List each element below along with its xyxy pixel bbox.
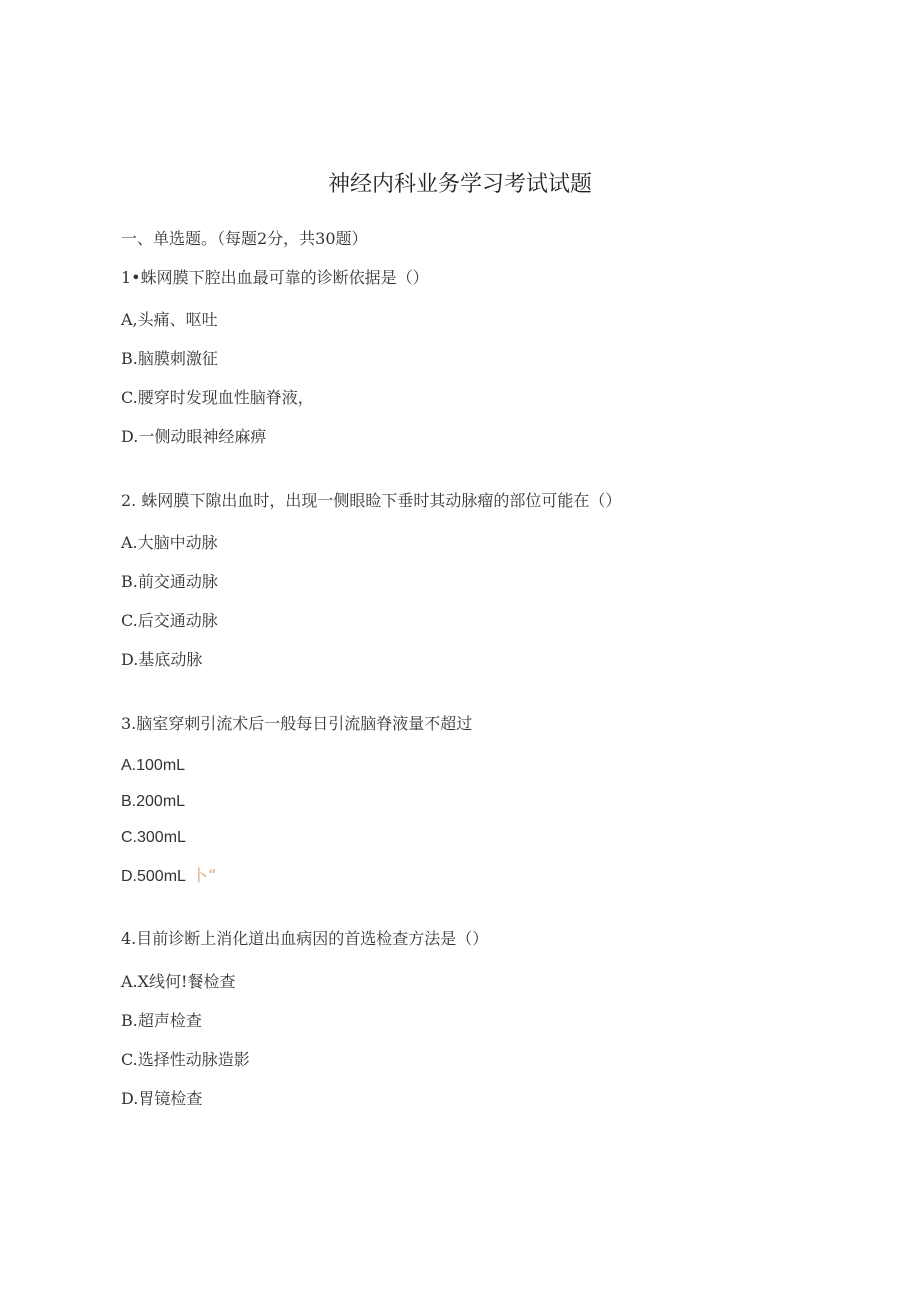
question-3-stem: 3.脑室穿刺引流术后一般每日引流脑脊液量不超过 (121, 714, 473, 733)
question-3-option-c: C.300mL (121, 829, 186, 846)
question-3-option-b: B.200mL (121, 793, 186, 810)
question-2-option-b: B.前交通动脉 (121, 572, 218, 591)
question-1-option-a: A,头痛、呕吐 (121, 310, 218, 329)
question-1-option-d: D.一侧动眼神经麻痹 (121, 427, 267, 446)
question-1-stem: 1•蛛网膜下腔出血最可靠的诊断依据是（） (121, 268, 429, 287)
question-4-option-d: D.胃镜检查 (121, 1089, 203, 1108)
question-2-option-d: D.基底动脉 (121, 650, 203, 669)
page-title: 神经内科业务学习考试试题 (327, 172, 592, 197)
question-3-option-d: D.500mL (121, 868, 186, 885)
question-1-option-c: C.腰穿时发现血性脑脊液， (121, 388, 314, 407)
question-4-option-a: A.X线何!餐检查 (121, 972, 236, 991)
question-2-option-c: C.后交通动脉 (121, 611, 218, 630)
question-1-option-b: B.脑膜刺激征 (121, 349, 218, 368)
section-heading: 一、单选题。（每题2分，共30题） (121, 229, 368, 248)
question-4-stem: 4.目前诊断上消化道出血病因的首选检查方法是（） (121, 929, 489, 948)
question-3-option-a: A.100mL (121, 757, 186, 774)
stray-mark: 卜“ (191, 866, 217, 885)
question-4-option-c: C.选择性动脉造影 (121, 1050, 250, 1069)
question-2-stem: 2. 蛛网膜下隙出血时，出现一侧眼睑下垂时其动脉瘤的部位可能在（） (121, 491, 622, 510)
question-3-option-d-row (121, 865, 216, 888)
question-4-option-b: B.超声检查 (121, 1011, 202, 1030)
question-2-option-a: A.大脑中动脉 (121, 533, 218, 552)
